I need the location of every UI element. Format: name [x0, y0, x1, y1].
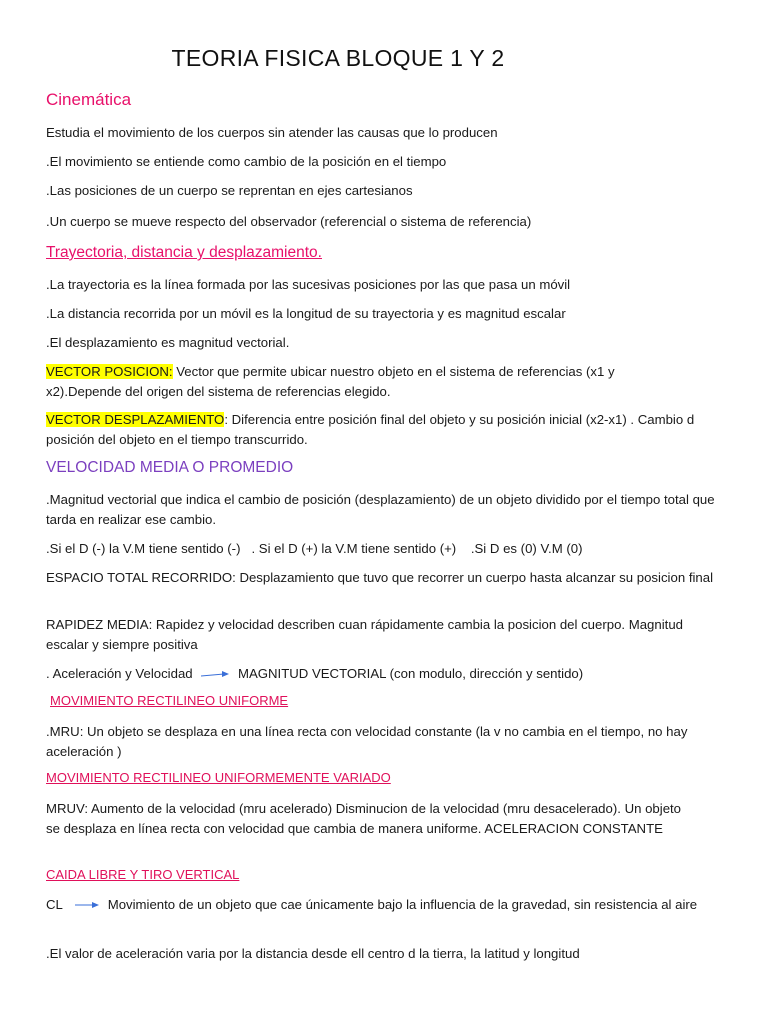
page-title: TEORIA FISICA BLOQUE 1 Y 2: [171, 45, 505, 71]
vector-desplazamiento-paragraph: [46, 410, 718, 449]
highlight-label: VECTOR DESPLAZAMIENTO: [46, 412, 225, 427]
paragraph-text: Vector que permite ubicar nuestro objeto en el sistema de referencias (x1 y x2).Depende del origen del sistema de referencias elegido.: [46, 364, 615, 399]
paragraph: Estudia el movimiento de los cuerpos sin atender las causas que lo producen: [46, 125, 498, 140]
paragraph: .La distancia recorrida por un móvil es la longitud de su trayectoria y es magnitud escalar: [46, 306, 566, 321]
paragraph: .El desplazamiento es magnitud vectorial.: [46, 335, 290, 350]
heading-mru: MOVIMIENTO RECTILINEO UNIFORME: [50, 693, 289, 708]
paragraph: MRUV: Aumento de la velocidad (mru acelerado) Disminucion de la velocidad (mru desacelerado). Un objeto se desplaza en línea recta con velocidad que cambia de manera uniforme. ACELERACION CONSTANTE: [46, 801, 682, 836]
paragraph: .El movimiento se entiende como cambio de la posición en el tiempo: [46, 154, 447, 169]
paragraph: .Las posiciones de un cuerpo se reprentan en ejes cartesianos: [46, 183, 413, 198]
paragraph: .El valor de aceleración varia por la distancia desde ell centro d la tierra, la latitud y longitud: [46, 946, 580, 961]
arrow-right-icon: [74, 896, 100, 916]
paragraph-text: . Aceleración y Velocidad: [46, 666, 193, 681]
paragraph: .Magnitud vectorial que indica el cambio de posición (desplazamiento) de un objeto dividido por el tiempo total que tarda en realizar ese cambio.: [46, 492, 715, 527]
vector-posicion-paragraph: [46, 362, 656, 401]
paragraph-text: Movimiento de un objeto que cae únicamente bajo la influencia de la gravedad, sin resistencia al aire: [107, 897, 698, 912]
paragraph: .Si el D (-) la V.M tiene sentido (-) . Si el D (+) la V.M tiene sentido (+) .Si D es (0) V.M (0): [46, 541, 583, 556]
caida-libre-paragraph: [46, 895, 722, 915]
heading-cinematica: Cinemática: [46, 90, 132, 109]
highlight-label: VECTOR POSICION:: [46, 364, 173, 379]
paragraph-text: : Diferencia entre posición final del objeto y su posición inicial (x2-x1) . Cambio d posición del objeto en el tiempo transcurrido.: [46, 412, 695, 447]
paragraph-text: MAGNITUD VECTORIAL (con modulo, dirección y sentido): [237, 666, 584, 681]
paragraph: RAPIDEZ MEDIA: Rapidez y velocidad describen cuan rápidamente cambia la posicion del cuerpo. Magnitud escalar y siempre positiva: [46, 617, 683, 652]
heading-mruv: MOVIMIENTO RECTILINEO UNIFORMEMENTE VARIADO: [46, 770, 391, 785]
arrow-right-icon: [200, 665, 230, 685]
heading-trayectoria: Trayectoria, distancia y desplazamiento.: [46, 244, 322, 261]
paragraph: .Un cuerpo se mueve respecto del observador (referencial o sistema de referencia): [46, 214, 532, 229]
aceleracion-velocidad-line: [46, 664, 726, 684]
paragraph: ESPACIO TOTAL RECORRIDO: Desplazamiento que tuvo que recorrer un cuerpo hasta alcanzar su posicion final: [46, 570, 714, 585]
heading-velocidad-media: VELOCIDAD MEDIA O PROMEDIO: [46, 459, 294, 476]
paragraph-label: CL: [46, 897, 63, 912]
paragraph: .MRU: Un objeto se desplaza en una línea recta con velocidad constante (la v no cambia en el tiempo, no hay aceleración ): [46, 724, 688, 759]
heading-caida-libre: CAIDA LIBRE Y TIRO VERTICAL: [46, 867, 240, 882]
paragraph: .La trayectoria es la línea formada por las sucesivas posiciones por las que pasa un móvil: [46, 277, 571, 292]
